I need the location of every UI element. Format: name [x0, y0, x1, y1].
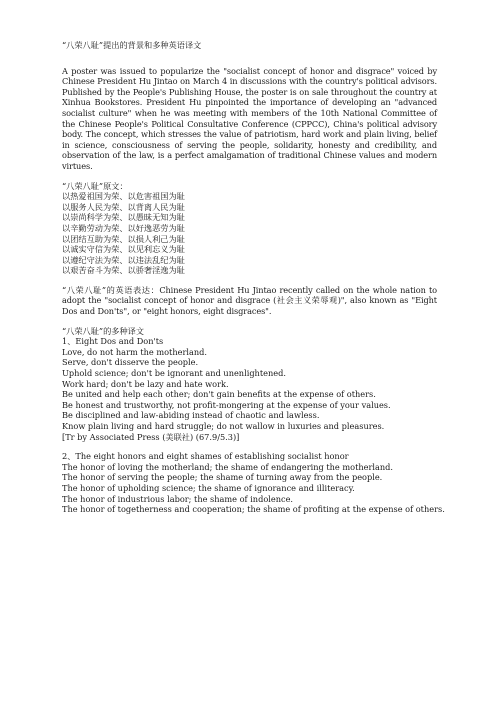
version-1-line: Serve, don't disserve the people.	[62, 357, 199, 368]
original-heading: “八荣八耻”原文：	[62, 180, 128, 191]
version-1-line: Be disciplined and law-abiding instead of chaotic and lawless.	[62, 410, 320, 421]
original-line: 以遵纪守法为荣、以违法乱纪为耻	[62, 254, 185, 265]
expression-paragraph: “八荣八耻”的英语表达：Chinese President Hu Jintao recently called on the whole nation to adopt the "socialist concept of honor and disgrace (社会主义荣辱观)", also known as "Eight Dos and Don'ts", or "eight honors, eight disgraces".	[62, 284, 437, 317]
original-line: 以艰苦奋斗为荣、以骄奢淫逸为耻	[62, 265, 185, 276]
original-text-section	[62, 181, 437, 276]
original-line: 以崇尚科学为荣、以愚昧无知为耻	[62, 212, 185, 223]
version-2-line: The honor of serving the people; the shame of turning away from the people.	[62, 472, 383, 483]
original-line: 以诚实守信为荣、以见利忘义为耻	[62, 244, 185, 255]
version-2-label: 2、The eight honors and eight shames of establishing socialist honor	[62, 451, 349, 462]
document-page	[62, 40, 445, 524]
version-1-source: [Tr by Associated Press (美联社) (67.9/5.3)]	[62, 431, 240, 442]
original-line: 以辛勤劳动为荣、以好逸恶劳为耻	[62, 222, 185, 233]
document-title: “八荣八耻”提出的背景和多种英语译文	[62, 40, 202, 50]
original-line: 以热爱祖国为荣、以危害祖国为耻	[62, 191, 185, 202]
version-2-line: The honor of industrious labor; the shame of indolence.	[62, 493, 294, 504]
translations-heading: “八荣八耻”的多种译文	[62, 325, 145, 336]
version-1-line: Know plain living and hard struggle; do not wallow in luxuries and pleasures.	[62, 421, 385, 431]
version-2-line: The honor of loving the motherland; the shame of endangering the motherland.	[62, 461, 394, 472]
version-1-label: 1、Eight Dos and Don'ts	[62, 336, 164, 347]
version-1-line: Uphold science; don't be ignorant and unenlightened.	[62, 368, 286, 379]
version-1-line: Love, do not harm the motherland.	[62, 346, 207, 357]
version-1-line: Work hard; don't be lazy and hate work.	[62, 378, 229, 389]
intro-paragraph: A poster was issued to popularize the "socialist concept of honor and disgrace" voiced by Chinese President Hu Jintao on March 4 in discussions with the country's political advisors. Published by the People's Publishing House, the poster is on sale throughout the country at Xinhua Bookstores. President Hu pinpointed the importance of developing an "advanced socialist culture" when he was meeting with members of the 10th National Committee of the Chinese People's Political Consultative Conference (CPPCC), China's political advisory body. The concept, which stresses the value of patriotism, hard work and plain living, belief in science, consciousness of serving the people, solidarity, honesty and credibility, and observation of the law, is a perfect amalgamation of traditional Chinese values and modern virtues.	[62, 65, 437, 171]
translation-version-2	[62, 451, 445, 515]
translation-version-1	[62, 326, 437, 443]
version-1-line: Be united and help each other; don't gain benefits at the expense of others.	[62, 389, 376, 400]
version-2-line: The honor of upholding science; the shame of ignorance and illiteracy.	[62, 482, 355, 493]
version-1-line: Be honest and trustworthy, not profit-mongering at the expense of your values.	[62, 399, 391, 410]
version-2-line: The honor of togetherness and cooperation; the shame of profiting at the expense of others.	[62, 504, 445, 515]
original-line: 以团结互助为荣、以损人利己为耻	[62, 233, 185, 244]
original-line: 以服务人民为荣、以背离人民为耻	[62, 201, 185, 212]
